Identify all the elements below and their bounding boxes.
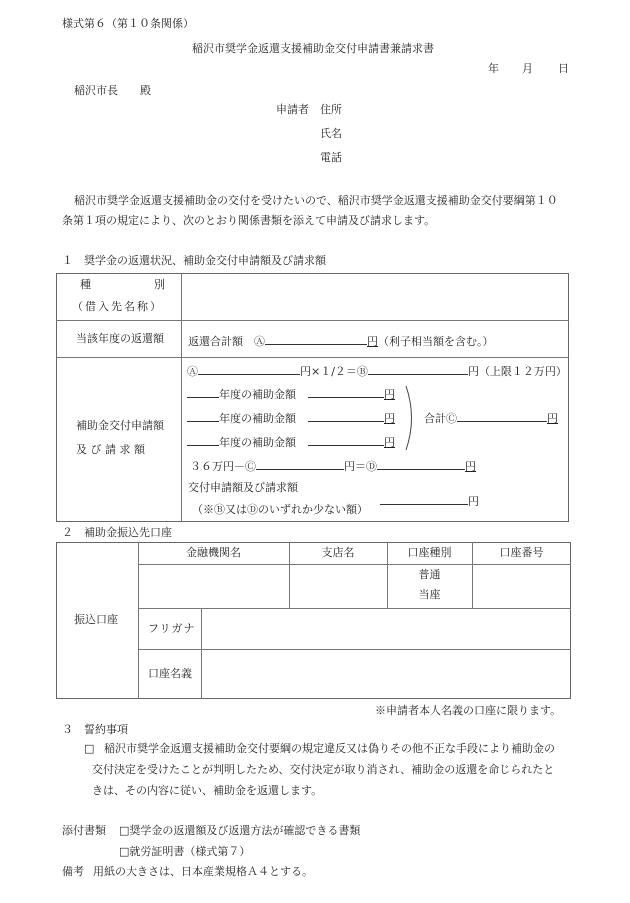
yen-unit: 円 (384, 412, 395, 425)
type-label-1: 種 (80, 278, 91, 291)
attachment-item-2[interactable]: □就労証明書（様式第７） (119, 845, 251, 858)
addressee: 稲沢市長 (74, 84, 118, 97)
col-branch-name: 支店名 (321, 546, 355, 559)
pledge-line-2: 交付決定を受けたことが判明したため、交付決定が取り消され、補助金の返還を命じられたと (92, 763, 555, 776)
pledge-checkbox[interactable]: □ (84, 742, 95, 755)
furigana-input[interactable] (202, 609, 570, 648)
calc-d-prefix: ３６万円－Ⓒ (190, 460, 256, 473)
subsidy-amount-input-3[interactable] (308, 433, 384, 446)
bracket-icon (404, 385, 418, 451)
calc-b-row (187, 362, 567, 379)
pledge-line-1: 稲沢市奨学金返還支援補助金交付要綱の規定違反又は偽りその他不正な手段により補助金の (104, 742, 555, 755)
total-c-input[interactable] (457, 409, 547, 422)
repayment-total-row (188, 332, 494, 349)
account-type-ordinary[interactable]: 普通 (418, 568, 441, 581)
year-subsidy-label: 年度の補助金額 (219, 436, 296, 449)
year-input-2[interactable] (187, 409, 219, 422)
request-label: 交付申請額及び請求額 (188, 481, 298, 494)
honorific: 殿 (140, 84, 151, 97)
year-subsidy-label: 年度の補助金額 (219, 412, 296, 425)
col-account-type: 口座種別 (407, 546, 452, 559)
applicant-label: 申請者 (276, 103, 309, 116)
annual-repayment-label: 当該年度の返還額 (76, 332, 164, 345)
yen-unit: 円 (367, 335, 378, 348)
account-type-current[interactable]: 当座 (418, 588, 441, 601)
request-amount-row (380, 492, 479, 509)
account-number-input[interactable] (473, 565, 570, 607)
document-title: 稲沢市奨学金返還支援補助金交付申請書兼請求書 (192, 42, 434, 55)
year-input-1[interactable] (187, 385, 219, 398)
form-number: 様式第６（第１０条関係） (62, 17, 194, 30)
request-amount-input[interactable] (380, 492, 468, 505)
bank-name-input[interactable] (139, 565, 288, 607)
account-note: ※申請者本人名義の口座に限ります。 (375, 704, 562, 717)
col-bank-name: 金融機関名 (186, 546, 241, 559)
calc-half-text: 円×１/２＝Ⓑ (300, 365, 368, 378)
date-year-label: 年 (488, 62, 499, 75)
calc-a-symbol: Ⓐ (187, 365, 198, 378)
type-label-2: 別 (154, 278, 165, 291)
holder-input[interactable] (202, 650, 570, 698)
subsidy-amount-input-2[interactable] (308, 409, 384, 422)
subsidy-label-1: 補助金交付申請額 (76, 419, 164, 432)
col-account-number: 口座番号 (499, 546, 544, 559)
attachment-item-1[interactable]: □奨学金の返還額及び返還方法が確認できる書類 (119, 824, 361, 837)
calc-c-input[interactable] (256, 457, 344, 470)
calc-d-row (190, 457, 476, 474)
year-subsidy-row-1 (187, 385, 395, 402)
total-c-label: 合計Ⓒ (424, 412, 457, 425)
furigana-label: フリガナ (148, 622, 196, 635)
lender-input[interactable] (183, 275, 567, 319)
remarks-label: 備考 (62, 865, 84, 878)
section2-heading: ２ 補助金振込先口座 (62, 526, 172, 539)
repayment-table-row-divider-2 (56, 357, 569, 358)
limit-note: （上限１２万円） (478, 365, 567, 378)
account-label: 振込口座 (74, 613, 118, 626)
date-day-label: 日 (558, 62, 569, 75)
section3-heading: ３ 誓約事項 (62, 723, 128, 736)
phone-label: 電話 (320, 151, 342, 164)
pledge-line-3: きは、その内容に従い、補助金を返還します。 (92, 784, 323, 797)
calc-d-mid: 円＝Ⓓ (344, 460, 377, 473)
address-label: 住所 (320, 103, 342, 116)
request-note: （※Ⓑ又はⒹのいずれか少ない額） (192, 503, 368, 516)
year-subsidy-row-3 (187, 433, 395, 450)
holder-label: 口座名義 (148, 667, 192, 680)
subsidy-amount-input-1[interactable] (308, 385, 384, 398)
yen-unit: 円 (384, 388, 395, 401)
calc-d-input[interactable] (377, 457, 465, 470)
yen-unit: 円 (467, 365, 479, 378)
year-input-3[interactable] (187, 433, 219, 446)
calc-b-input[interactable] (368, 362, 468, 375)
yen-unit: 円 (547, 412, 558, 425)
lender-label: （借入先名称） (72, 300, 163, 313)
repayment-total-input[interactable] (265, 332, 367, 345)
intro-line-2: 条第１項の規定により、次のとおり関係書類を添えて申請及び請求します。 (62, 214, 436, 227)
year-subsidy-row-2 (187, 409, 395, 426)
total-c-row (424, 409, 558, 426)
remarks-text: 用紙の大きさは、日本産業規格Ａ４とする。 (93, 865, 313, 878)
interest-note: （利子相当額を含む。） (378, 335, 494, 348)
branch-name-input[interactable] (290, 565, 386, 607)
repayment-total-label: 返還合計額 Ⓐ (188, 335, 265, 348)
yen-unit: 円 (468, 495, 479, 508)
name-label: 氏名 (320, 127, 342, 140)
yen-unit: 円 (465, 460, 476, 473)
intro-line-1: 稲沢市奨学金返還支援補助金の交付を受けたいので、稲沢市奨学金返還支援補助金交付要綱第１０ (74, 194, 558, 207)
attachments-label: 添付書類 (62, 824, 106, 837)
section1-heading: １ 奨学金の返還状況、補助金交付申請額及び請求額 (62, 254, 326, 267)
repayment-table-row-divider-1 (56, 320, 569, 321)
date-month-label: 月 (522, 62, 533, 75)
yen-unit: 円 (384, 436, 395, 449)
calc-a-input[interactable] (198, 362, 300, 375)
subsidy-label-2: 及 び 請 求 額 (76, 443, 145, 456)
repayment-table-col-divider (181, 273, 182, 522)
year-subsidy-label: 年度の補助金額 (219, 388, 296, 401)
